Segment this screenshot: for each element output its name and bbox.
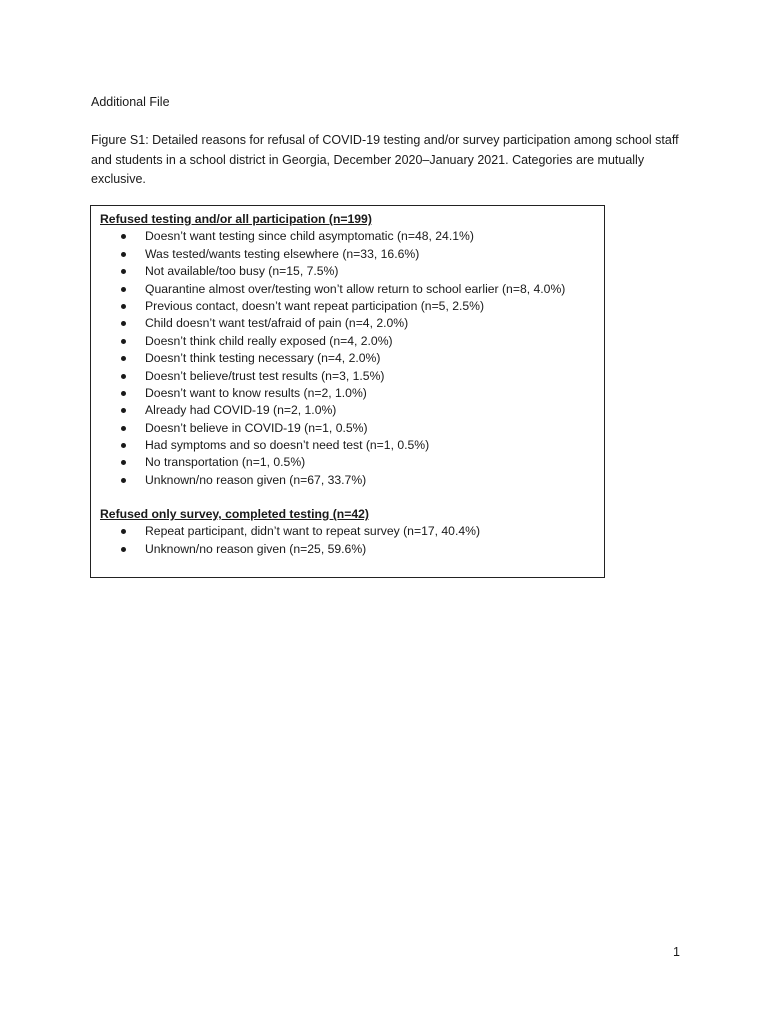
- list-item-text: Doesn’t believe in COVID-19 (n=1, 0.5%): [145, 420, 368, 435]
- bullet-icon: [121, 391, 126, 396]
- document-heading: Additional File: [91, 95, 170, 109]
- bullet-icon: [121, 252, 126, 257]
- bullet-icon: [121, 304, 126, 309]
- list-item-text: Child doesn’t want test/afraid of pain (n=4, 2.0%): [145, 316, 409, 331]
- bullet-icon: [121, 269, 126, 274]
- page-number: 1: [673, 945, 680, 959]
- list-item-text: Unknown/no reason given (n=67, 33.7%): [145, 472, 367, 487]
- list-item-text: Quarantine almost over/testing won’t allow return to school earlier (n=8, 4.0%): [145, 281, 566, 296]
- list-item-text: Doesn’t believe/trust test results (n=3, 1.5%): [145, 368, 385, 383]
- list-item-text: No transportation (n=1, 0.5%): [145, 455, 306, 470]
- reasons-box: [90, 205, 605, 578]
- bullet-icon: [121, 339, 126, 344]
- list-item-text: Doesn’t want to know results (n=2, 1.0%): [145, 385, 367, 400]
- bullet-icon: [121, 287, 126, 292]
- bullet-icon: [121, 443, 126, 448]
- bullet-icon: [121, 478, 126, 483]
- bullet-icon: [121, 460, 126, 465]
- bullet-icon: [121, 234, 126, 239]
- bullet-icon: [121, 321, 126, 326]
- bullet-icon: [121, 356, 126, 361]
- list-item-text: Was tested/wants testing elsewhere (n=33, 16.6%): [145, 246, 420, 261]
- section-title-refused-testing: Refused testing and/or all participation (n=199): [100, 212, 372, 226]
- bullet-icon: [121, 547, 126, 552]
- list-item-text: Had symptoms and so doesn’t need test (n=1, 0.5%): [145, 438, 430, 453]
- list-item-text: Previous contact, doesn’t want repeat participation (n=5, 2.5%): [145, 298, 485, 313]
- list-item-text: Repeat participant, didn’t want to repeat survey (n=17, 40.4%): [145, 524, 481, 539]
- list-item-text: Doesn’t want testing since child asymptomatic (n=48, 24.1%): [145, 229, 474, 244]
- bullet-icon: [121, 408, 126, 413]
- list-item-text: Not available/too busy (n=15, 7.5%): [145, 264, 339, 279]
- section-title-refused-survey: Refused only survey, completed testing (n=42): [100, 507, 369, 521]
- bullet-icon: [121, 529, 126, 534]
- list-item-text: Doesn’t think testing necessary (n=4, 2.0%): [145, 351, 381, 366]
- bullet-icon: [121, 374, 126, 379]
- figure-caption: Figure S1: Detailed reasons for refusal of COVID-19 testing and/or survey participation among school staff and students in a school district in Georgia, December 2020–January 2021. Categories are mutually exclusive.: [91, 133, 679, 186]
- list-item-text: Already had COVID-19 (n=2, 1.0%): [145, 403, 337, 418]
- bullet-icon: [121, 426, 126, 431]
- list-item-text: Doesn’t think child really exposed (n=4, 2.0%): [145, 333, 393, 348]
- list-item-text: Unknown/no reason given (n=25, 59.6%): [145, 541, 367, 556]
